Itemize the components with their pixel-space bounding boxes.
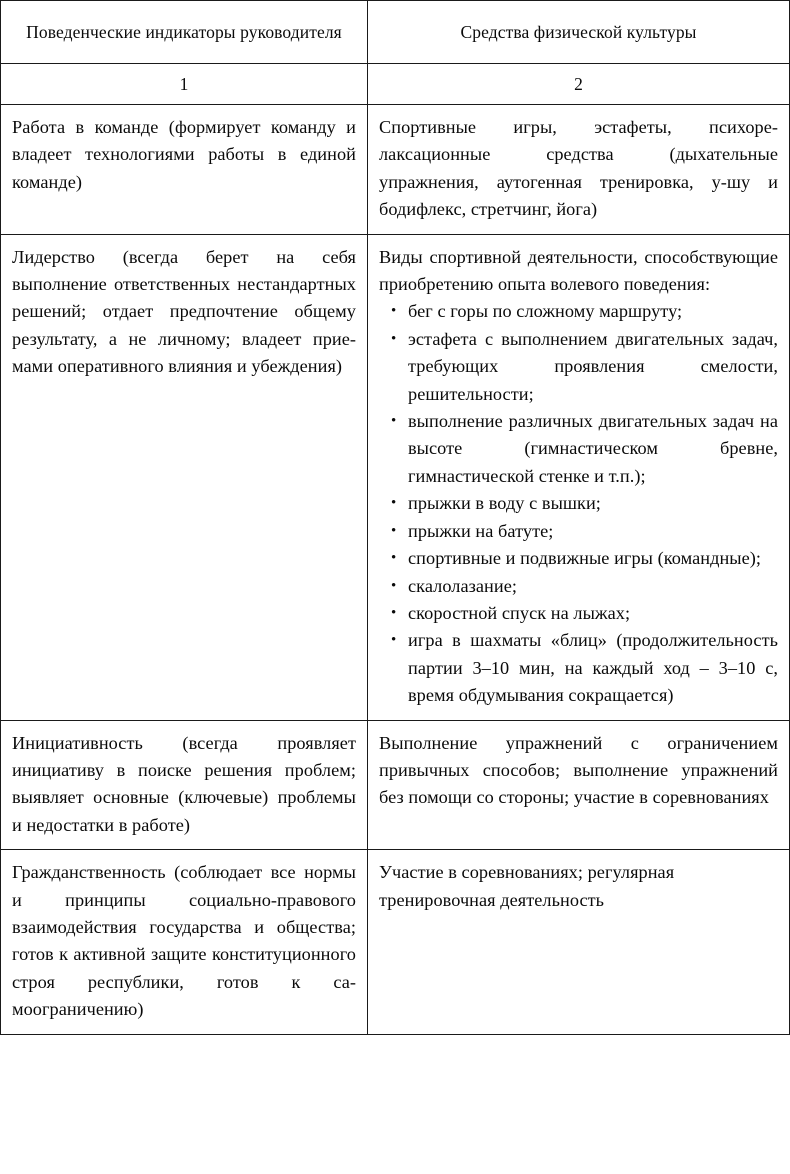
table-header-row	[1, 1, 790, 64]
list-item: • прыжки на батуте;	[379, 518, 778, 545]
means-text-teamwork: Спортивные игры, эстафеты, психорелаксационные средства (дыхательные упражнения, аутогенная тренировка, у-шу и бодифлекс, стретчинг, йога)	[379, 117, 778, 220]
list-item: • прыжки в воду с вышки;	[379, 490, 778, 517]
table-row	[1, 720, 790, 850]
table-row	[1, 850, 790, 1034]
column-number-1: 1	[179, 74, 189, 94]
header-cell-indicators	[1, 1, 368, 64]
list-item: • эстафета с выполнением двигательных задач, требующих проявления смелости, решительности;	[379, 326, 778, 408]
list-item: • игра в шахматы «блиц» (продолжительность партии 3–10 мин, на каждый ход – 3–10 с, время обдумывания сокращается)	[379, 627, 778, 709]
indicator-text-citizenship: Гражданственность (соблюдает все нормы и принципы социально-правового взаимодействия государства и общества; готов к активной защите конституционного строя республики, готов к самоограничению)	[12, 862, 356, 1020]
table-row	[1, 105, 790, 235]
list-item: • выполнение различных двигательных задач на высоте (гимнастическом бревне, гимнастической стенке и т.п.);	[379, 408, 778, 490]
means-bullet-list-leadership	[379, 298, 778, 709]
header-cell-means	[368, 1, 790, 64]
means-text-initiative: Выполнение упражнений с ограничением привычных способов; выполнение упражнений без помощи со стороны; участие в соревнованиях	[379, 732, 778, 808]
means-cell-citizenship	[368, 850, 790, 1034]
indicator-cell-teamwork	[1, 105, 368, 235]
header-label-indicators: Поведенческие индикаторы руководителя	[26, 22, 342, 42]
list-item: • бег с горы по сложному маршруту;	[379, 298, 778, 325]
indicator-cell-initiative	[1, 720, 368, 850]
means-cell-leadership	[368, 234, 790, 720]
header-label-means: Средства физической культуры	[460, 22, 697, 42]
indicator-text-teamwork: Работа в команде (формирует команду и владеет технологиями работы в единой команде)	[12, 117, 356, 192]
column-number-2: 2	[574, 74, 583, 94]
table-row	[1, 234, 790, 720]
indicator-text-leadership: Лидерство (всегда берет на себя выполнение ответственных нестандартных решений; отдает предпочтение общему результату, а не личному; владеет приемами оперативного влияния и убеждения)	[12, 246, 356, 377]
list-item: • скоростной спуск на лыжах;	[379, 600, 778, 627]
list-item: • спортивные и подвижные игры (командные);	[379, 545, 778, 572]
indicator-cell-citizenship	[1, 850, 368, 1034]
means-cell-initiative	[368, 720, 790, 850]
list-item: • скалолазание;	[379, 573, 778, 600]
indicator-cell-leadership	[1, 234, 368, 720]
indicator-text-initiative: Инициативность (всегда проявляет инициативу в поиске решения проблем; выявляет основные (ключевые) проблемы и недостатки в работе)	[12, 732, 356, 835]
column-number-cell-1	[1, 64, 368, 105]
column-number-cell-2	[368, 64, 790, 105]
means-text-citizenship: Участие в соревнованиях; регулярная тренировочная деятельность	[379, 862, 675, 910]
means-intro-leadership: Виды спортивной деятельности, способствующие приобретению опыта волевого поведения:	[379, 246, 778, 295]
means-cell-teamwork	[368, 105, 790, 235]
table-column-number-row	[1, 64, 790, 105]
